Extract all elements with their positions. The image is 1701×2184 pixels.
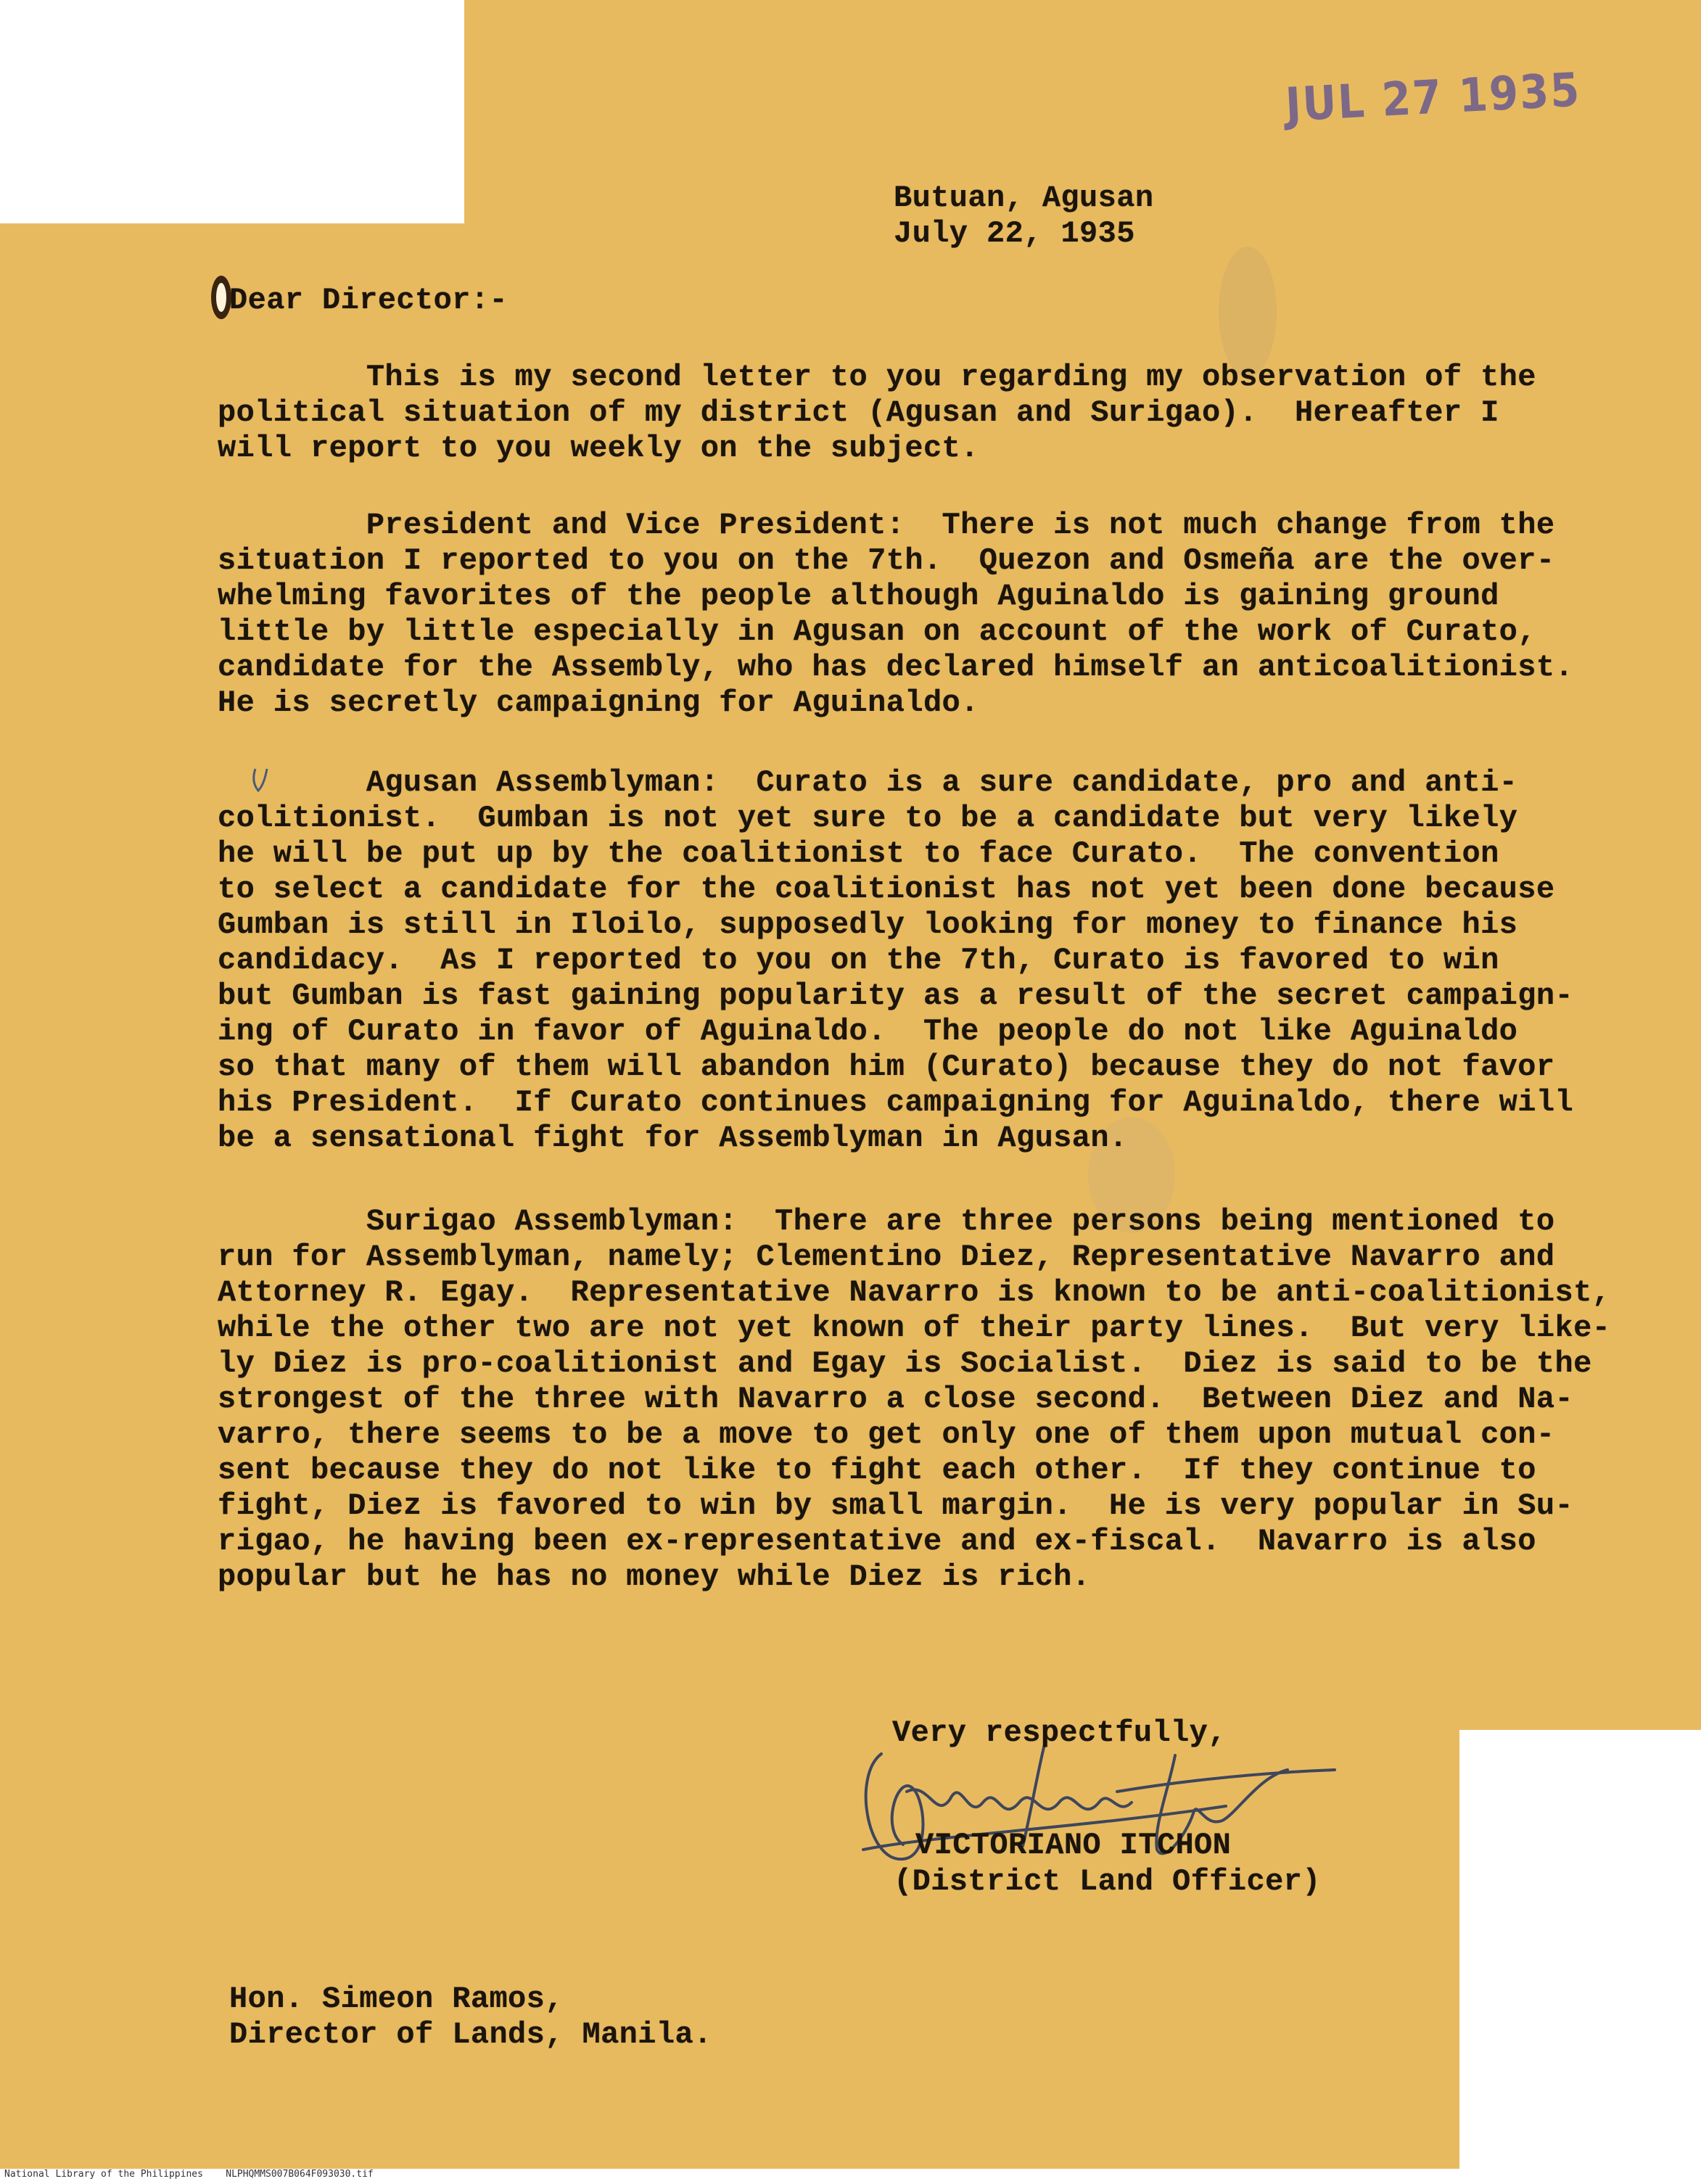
- body-line: strongest of the three with Navarro a close second. Between Diez and Na-: [218, 1382, 1574, 1417]
- body-line: President and Vice President: There is not much change from the: [218, 508, 1555, 543]
- body-line: candidate for the Assembly, who has declared himself an anticoalitionist.: [218, 650, 1574, 685]
- body-line: political situation of my district (Agusan and Surigao). Hereafter I: [218, 395, 1499, 430]
- body-line: rigao, he having been ex-representative and ex-fiscal. Navarro is also: [218, 1524, 1536, 1559]
- body-line: Agusan Assemblyman: Curato is a sure candidate, pro and anti-: [218, 765, 1518, 800]
- salutation: Dear Director:-: [229, 283, 508, 318]
- body-line: will report to you weekly on the subject.: [218, 431, 979, 466]
- signer-name: VICTORIANO ITCHON: [915, 1828, 1232, 1863]
- header-place: Butuan, Agusan: [894, 181, 1154, 215]
- body-line: little by little especially in Agusan on account of the work of Curato,: [218, 614, 1536, 649]
- signer-title: (District Land Officer): [894, 1864, 1321, 1899]
- body-line: ly Diez is pro-coalitionist and Egay is Socialist. Diez is said to be the: [218, 1346, 1592, 1381]
- received-date-stamp: JUL 27 1935: [1284, 63, 1582, 133]
- header-date: July 22, 1935: [894, 216, 1135, 251]
- body-line: while the other two are not yet known of their party lines. But very like-: [218, 1311, 1611, 1346]
- body-line: colitionist. Gumban is not yet sure to be a candidate but very likely: [218, 801, 1518, 836]
- body-line: sent because they do not like to fight each other. If they continue to: [218, 1453, 1536, 1488]
- body-line: be a sensational fight for Assemblyman in Agusan.: [218, 1121, 1128, 1155]
- body-line: He is secretly campaigning for Aguinaldo.: [218, 685, 979, 720]
- body-line: varro, there seems to be a move to get only one of them upon mutual con-: [218, 1417, 1555, 1452]
- show-through-stain: [1219, 247, 1277, 377]
- body-line: fight, Diez is favored to win by small margin. He is very popular in Su-: [218, 1488, 1574, 1523]
- body-line: popular but he has no money while Diez is rich.: [218, 1559, 1091, 1594]
- body-line: whelming favorites of the people although Aguinaldo is gaining ground: [218, 579, 1499, 614]
- archive-footer: National Library of the Philippines NLPHQMMS007B064F093030.tif: [4, 2169, 374, 2180]
- body-line: candidacy. As I reported to you on the 7th, Curato is favored to win: [218, 943, 1499, 978]
- body-line: This is my second letter to you regarding my observation of the: [218, 360, 1536, 395]
- body-line: his President. If Curato continues campaigning for Aguinaldo, there will: [218, 1085, 1574, 1120]
- addressee-line-2: Director of Lands, Manila.: [229, 2017, 712, 2052]
- body-line: he will be put up by the coalitionist to face Curato. The convention: [218, 836, 1499, 871]
- addressee-line-1: Hon. Simeon Ramos,: [229, 1982, 564, 2016]
- complimentary-close: Very respectfully,: [892, 1715, 1227, 1750]
- body-line: run for Assemblyman, namely; Clementino Diez, Representative Navarro and: [218, 1240, 1555, 1274]
- body-line: Attorney R. Egay. Representative Navarro is known to be anti-coalitionist,: [218, 1275, 1611, 1310]
- body-line: ing of Curato in favor of Aguinaldo. The people do not like Aguinaldo: [218, 1014, 1518, 1049]
- body-line: situation I reported to you on the 7th. Quezon and Osmeña are the over-: [218, 543, 1555, 578]
- body-line: Surigao Assemblyman: There are three persons being mentioned to: [218, 1204, 1555, 1239]
- body-line: Gumban is still in Iloilo, supposedly looking for money to finance his: [218, 907, 1518, 942]
- body-line: to select a candidate for the coalitionist has not yet been done because: [218, 872, 1555, 907]
- body-line: but Gumban is fast gaining popularity as a result of the secret campaign-: [218, 978, 1574, 1013]
- body-line: so that many of them will abandon him (Curato) because they do not favor: [218, 1050, 1555, 1084]
